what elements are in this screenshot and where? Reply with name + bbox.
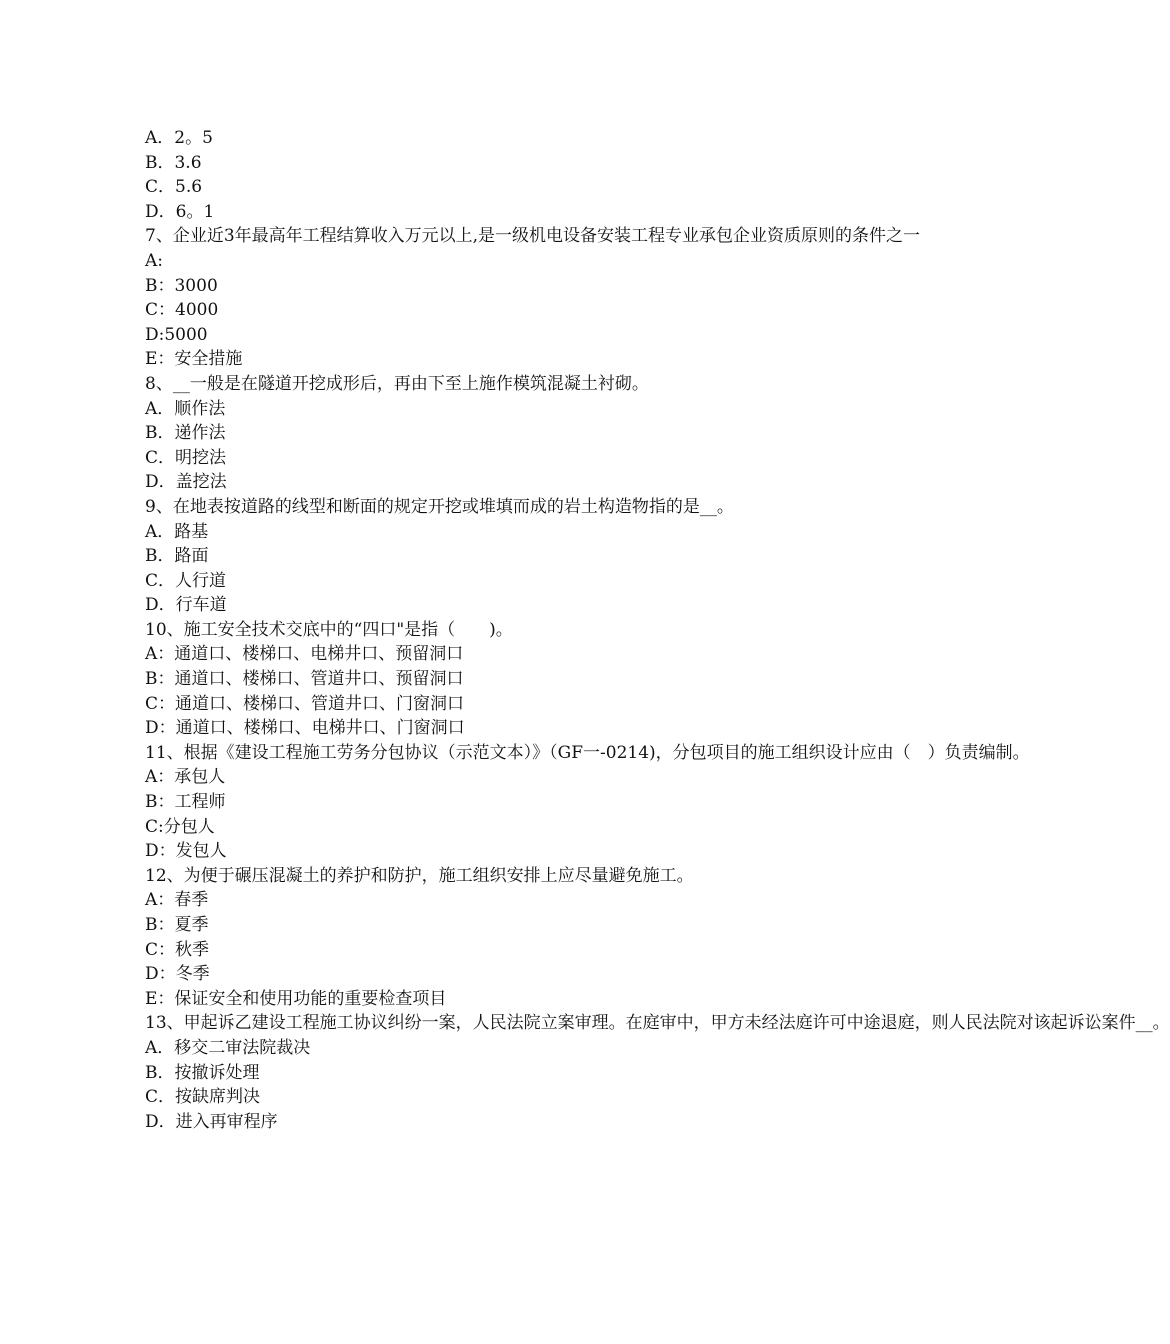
answer-option: D．盖挖法 bbox=[145, 472, 227, 493]
answer-option: C．明挖法 bbox=[145, 447, 227, 468]
answer-option: B：工程师 bbox=[145, 792, 226, 813]
question-text: 12、为便于碾压混凝土的养护和防护，施工组织安排上应尽量避免施工。 bbox=[145, 865, 694, 886]
answer-option: B．按撤诉处理 bbox=[145, 1062, 260, 1083]
question-text: 9、在地表按道路的线型和断面的规定开挖或堆填而成的岩土构造物指的是__。 bbox=[145, 496, 734, 517]
answer-option: D：发包人 bbox=[145, 841, 227, 862]
answer-option: A．移交二审法院裁决 bbox=[145, 1037, 311, 1058]
answer-option: D．6。1 bbox=[145, 201, 215, 222]
answer-option: A：春季 bbox=[145, 890, 209, 911]
answer-option: D．进入再审程序 bbox=[145, 1111, 278, 1132]
question-text: 11、根据《建设工程施工劳务分包协议（示范文本）》（GF一-0214)，分包项目的施工组织设计应由（ ）负责编制。 bbox=[145, 742, 1030, 763]
answer-option: C．5.6 bbox=[145, 177, 203, 198]
answer-option: B：夏季 bbox=[145, 915, 209, 935]
answer-option: B．递作法 bbox=[145, 423, 226, 444]
answer-option: D：冬季 bbox=[145, 964, 210, 985]
question-list bbox=[145, 126, 1170, 1134]
answer-option: E：保证安全和使用功能的重要检查项目 bbox=[145, 988, 447, 1009]
answer-option: C：4000 bbox=[145, 300, 219, 321]
answer-option: A．路基 bbox=[145, 521, 209, 542]
question-text: 8、__一般是在隧道开挖成形后，再由下至上施作模筑混凝土衬砌。 bbox=[145, 373, 649, 394]
answer-option: C：通道口、楼梯口、管道井口、门窗洞口 bbox=[145, 693, 465, 714]
answer-option: A．顺作法 bbox=[145, 398, 226, 419]
question-text: 10、施工安全技术交底中的“四口"是指（ )。 bbox=[145, 619, 513, 640]
answer-option: A：通道口、楼梯口、电梯井口、预留洞口 bbox=[145, 644, 464, 665]
answer-option: D:5000 bbox=[145, 324, 208, 345]
answer-option: C．人行道 bbox=[145, 570, 227, 591]
answer-option: D：通道口、楼梯口、电梯井口、门窗洞口 bbox=[145, 718, 465, 739]
answer-option: B．路面 bbox=[145, 546, 209, 567]
answer-option: B．3.6 bbox=[145, 152, 202, 173]
answer-option: C:分包人 bbox=[145, 816, 215, 837]
answer-option: A: bbox=[145, 250, 164, 271]
answer-option: E：安全措施 bbox=[145, 349, 243, 370]
answer-option: A：承包人 bbox=[145, 767, 226, 788]
answer-option: B：通道口、楼梯口、管道井口、预留洞口 bbox=[145, 669, 464, 690]
answer-option: A．2。5 bbox=[145, 128, 213, 148]
answer-option: B：3000 bbox=[145, 275, 218, 296]
question-text: 7、企业近3年最高年工程结算收入万元以上,是一级机电设备安装工程专业承包企业资质原则的条件之一 bbox=[145, 226, 921, 247]
question-text: 13、甲起诉乙建设工程施工协议纠纷一案，人民法院立案审理。在庭审中，甲方未经法庭许可中途退庭，则人民法院对该起诉讼案件__。 bbox=[145, 1013, 1170, 1034]
answer-option: C．按缺席判决 bbox=[145, 1087, 261, 1108]
answer-option: D．行车道 bbox=[145, 595, 227, 616]
answer-option: C：秋季 bbox=[145, 939, 210, 960]
